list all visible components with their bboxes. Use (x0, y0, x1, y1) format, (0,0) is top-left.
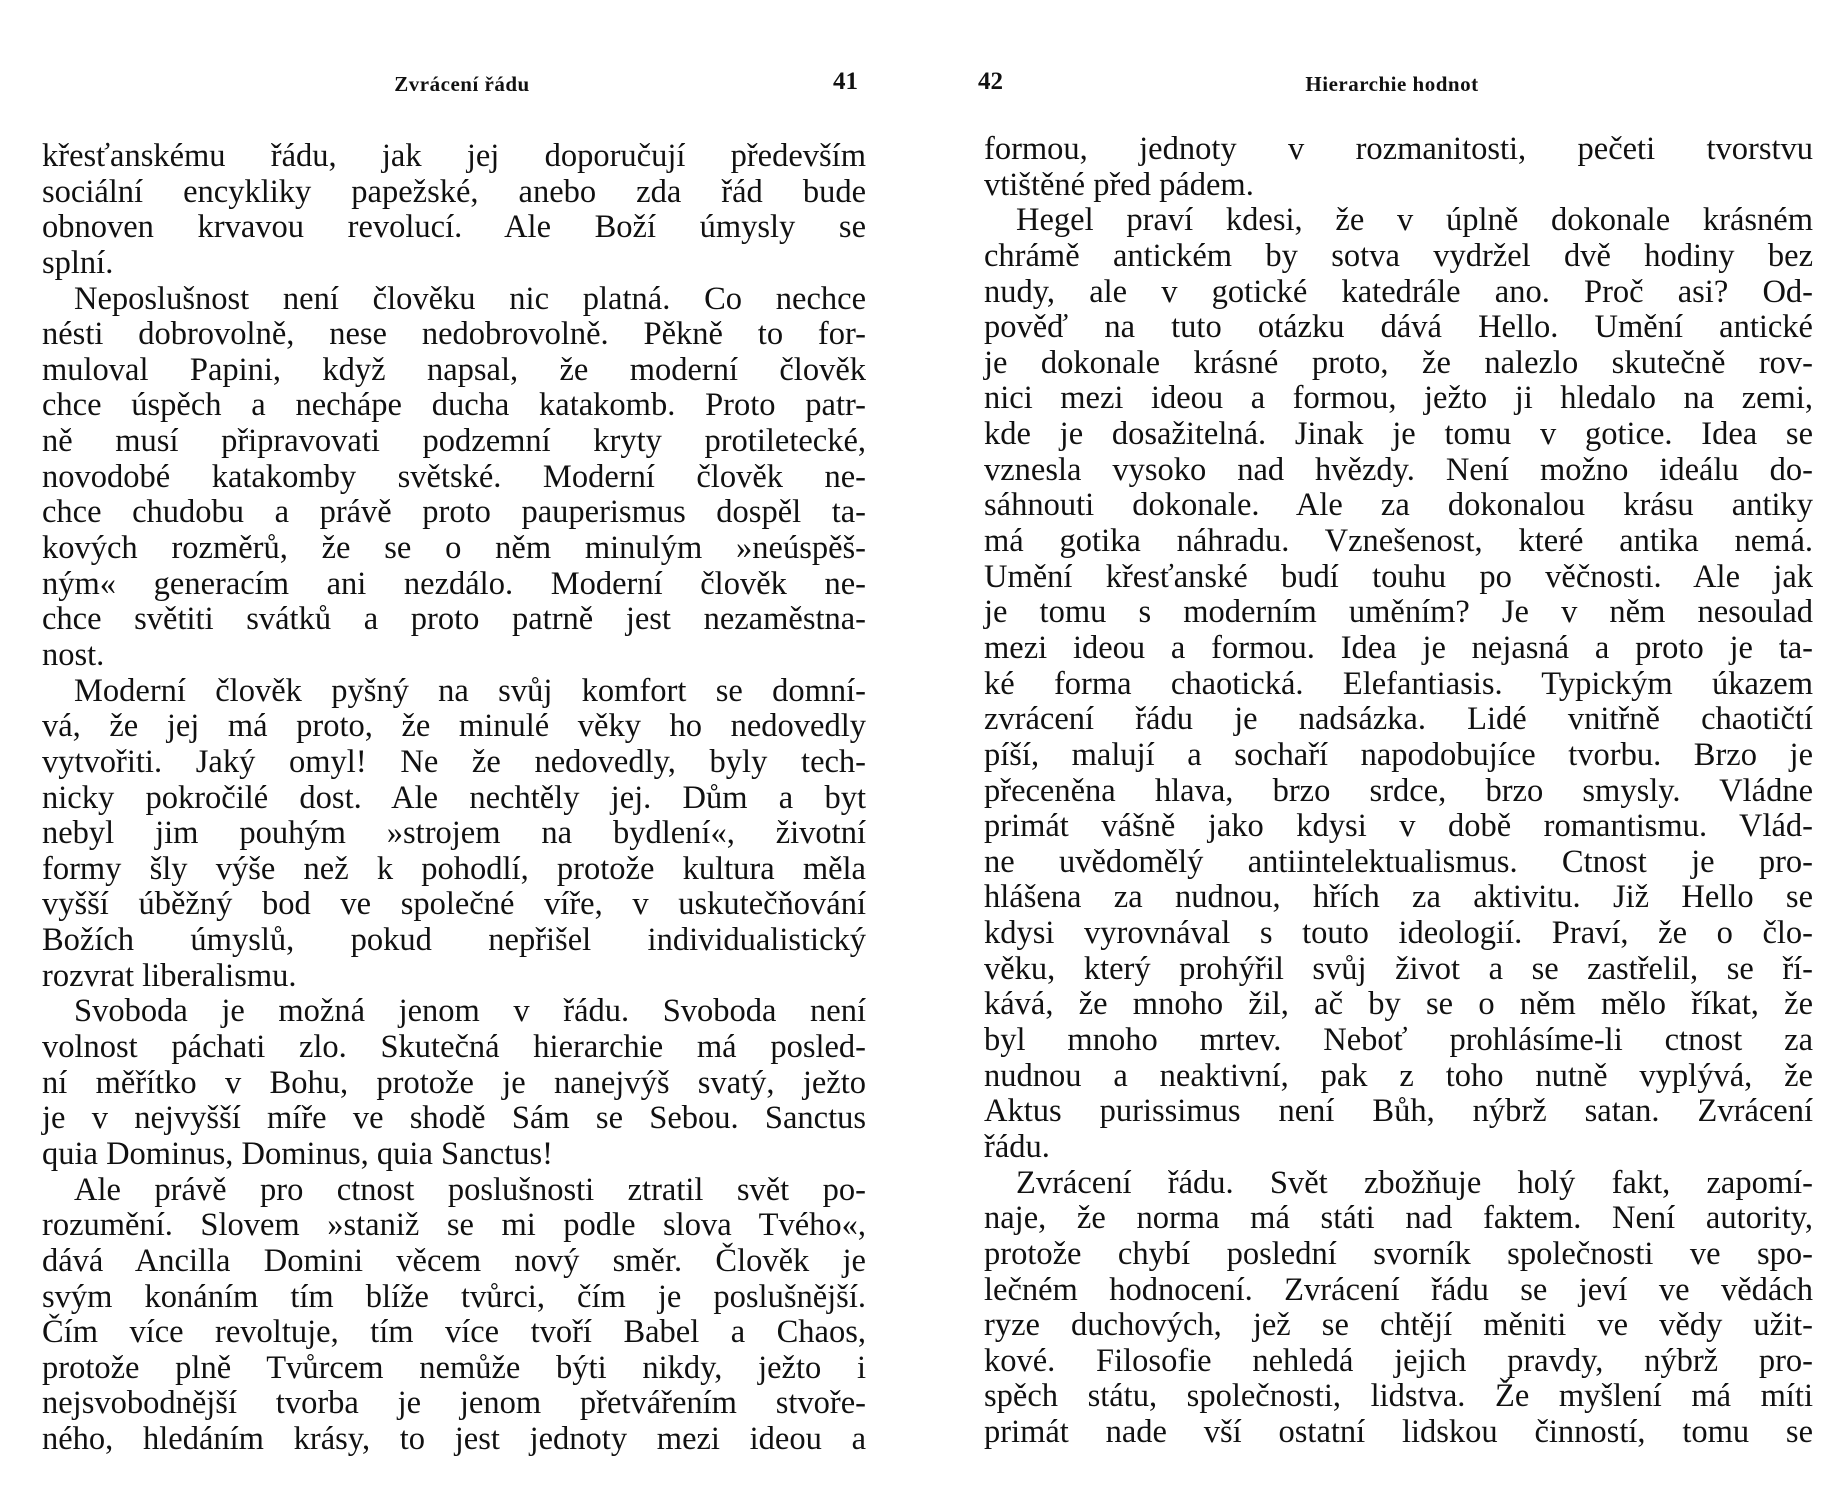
text-line: novodobé katakomby světské. Moderní člověk ne- (42, 458, 866, 495)
text-line: nebyl jim pouhým »strojem na bydlení«, životní (42, 815, 866, 852)
text-line: nésti dobrovolně, nese nedobrovolně. Pěkně to for- (42, 316, 866, 353)
text-line: Aktus purissimus není Bůh, nýbrž satan. Zvrácení (984, 1093, 1813, 1130)
text-line: rozvrat liberalismu. (42, 957, 297, 994)
paragraph (984, 1166, 1813, 1451)
text-line: kává, že mnoho žil, ač by se o něm mělo říkat, že (984, 986, 1813, 1023)
text-line: kových rozměrů, že se o něm minulým »neúspěš- (42, 530, 866, 567)
paragraph (42, 282, 866, 674)
text-line: kové. Filosofie nehledá jejich pravdy, nýbrž pro- (984, 1342, 1813, 1379)
text-line: je v nejvyšší míře ve shodě Sám se Sebou. Sanctus (42, 1100, 866, 1137)
text-line: formy šly výše než k pohodlí, protože kultura měla (42, 850, 866, 887)
paragraph (984, 132, 1813, 203)
text-line: primát vášně jako kdysi v době romantismu. Vlád- (984, 808, 1813, 845)
text-line: naje, že norma má státi nad faktem. Není autority, (984, 1200, 1813, 1237)
text-line: quia Dominus, Dominus, quia Sanctus! (42, 1135, 553, 1172)
text-line: ní měřítko v Bohu, protože je nanejvýš svatý, ježto (42, 1064, 866, 1101)
text-line: nudy, ale v gotické katedrále ano. Proč asi? Od- (984, 273, 1813, 310)
text-line: Umění křesťanské budí touhu po věčnosti. Ale jak (984, 558, 1813, 595)
text-line: rozumění. Slovem »staniž se mi podle slova Tvého«, (42, 1207, 866, 1244)
page-body-text (984, 132, 1813, 1451)
text-line: chce úspěch a nechápe ducha katakomb. Proto patr- (42, 387, 866, 424)
text-line: Svoboda je možná jenom v řádu. Svoboda není (74, 993, 866, 1030)
text-line: přeceněna hlava, brzo srdce, brzo smysly. Vládne (984, 772, 1813, 809)
text-line: píší, malují a sochaří napodobujíce tvorbu. Brzo je (984, 736, 1813, 773)
text-line: splní. (42, 244, 114, 281)
text-line: Neposlušnost není člověku nic platná. Co nechce (74, 280, 866, 317)
text-line: hlášena za nudnou, hřích za aktivitu. Již Hello se (984, 879, 1813, 916)
text-line: chce chudobu a právě proto pauperismus dospěl ta- (42, 494, 866, 531)
paragraph (42, 139, 866, 282)
text-line: muloval Papini, když napsal, že moderní člověk (42, 351, 866, 388)
text-line: nejsvobodnější tvorba je jenom přetvářením stvoře- (42, 1385, 866, 1422)
text-line: kdysi vyrovnával s touto ideologií. Praví, že o člo- (984, 915, 1813, 952)
text-line: Ale právě pro ctnost poslušnosti ztratil svět po- (74, 1171, 866, 1208)
text-line: Čím více revoltuje, tím více tvoří Babel a Chaos, (42, 1314, 866, 1351)
text-line: ně musí připravovati podzemní kryty protiletecké, (42, 423, 866, 460)
text-line: ké forma chaotická. Elefantiasis. Typickým úkazem (984, 665, 1813, 702)
text-line: Zvrácení řádu. Svět zbožňuje holý fakt, zapomí- (1016, 1164, 1813, 1201)
text-line: vyšší úběžný bod ve společné víře, v uskutečňování (42, 886, 866, 923)
text-line: primát nade vší ostatní lidskou činností, tomu se (984, 1414, 1813, 1451)
text-line: ryze duchových, jež se chtějí měniti ve vědy užit- (984, 1307, 1813, 1344)
text-line: nici mezi ideou a formou, ježto ji hledalo na zemi, (984, 380, 1813, 417)
text-line: pověď na tuto otázku dává Hello. Umění antické (984, 309, 1813, 346)
paragraph (42, 674, 866, 995)
text-line: Moderní člověk pyšný na svůj komfort se domní- (74, 672, 866, 709)
text-line: má gotika náhradu. Vznešenost, které antika nemá. (984, 523, 1813, 560)
text-line: vtištěné před pádem. (984, 166, 1254, 203)
page-number: 42 (978, 68, 1003, 95)
text-line: protože chybí poslední svorník společnosti ve spo- (984, 1235, 1813, 1272)
text-line: dává Ancilla Domini věcem nový směr. Člověk je (42, 1242, 866, 1279)
text-line: byl mnoho mrtev. Neboť prohlásíme-li ctnost za (984, 1022, 1813, 1059)
text-line: sociální encykliky papežské, anebo zda řád bude (42, 173, 866, 210)
text-line: volnost páchati zlo. Skutečná hierarchie má posled- (42, 1029, 866, 1066)
page-body-text (42, 139, 866, 1458)
text-line: ne uvědomělý antiintelektualismus. Ctnost je pro- (984, 843, 1813, 880)
text-line: věku, který prohýřil svůj život a se zastřelil, se ří- (984, 950, 1813, 987)
text-line: nost. (42, 636, 105, 673)
left-page (42, 0, 866, 1500)
text-line: zvrácení řádu je nadsázka. Lidé vnitřně chaotičtí (984, 701, 1813, 738)
text-line: chce světiti svátků a proto patrně jest nezaměstna- (42, 601, 866, 638)
text-line: vznesla vysoko nad hvězdy. Není možno ideálu do- (984, 451, 1813, 488)
paragraph (984, 203, 1813, 1165)
text-line: je dokonale krásné proto, že nalezlo skutečně rov- (984, 344, 1813, 381)
right-page (978, 0, 1813, 1500)
paragraph (42, 994, 866, 1172)
text-line: je tomu s moderním uměním? Je v něm nesoulad (984, 594, 1813, 631)
text-line: spěch státu, společnosti, lidstva. Že myšlení má míti (984, 1378, 1813, 1415)
text-line: formou, jednoty v rozmanitosti, pečeti tvorstvu (984, 131, 1813, 167)
text-line: nicky pokročilé dost. Ale nechtěly jej. Dům a byt (42, 779, 866, 816)
text-line: ným« generacím ani nezdálo. Moderní člověk ne- (42, 565, 866, 602)
text-line: kde je dosažitelná. Jinak je tomu v gotice. Idea se (984, 416, 1813, 453)
text-line: řádu. (984, 1128, 1050, 1165)
text-line: obnoven krvavou revolucí. Ale Boží úmysly se (42, 209, 866, 246)
text-line: křesťanskému řádu, jak jej doporučují především (42, 138, 866, 174)
text-line: Božích úmyslů, pokud nepřišel individualistický (42, 922, 866, 959)
text-line: vytvořiti. Jaký omyl! Ne že nedovedly, byly tech- (42, 743, 866, 780)
running-header-title: Zvrácení řádu (394, 72, 530, 96)
text-line: ného, hledáním krásy, to jest jednoty mezi ideou a (42, 1421, 866, 1458)
page-number: 41 (833, 68, 858, 95)
text-line: chrámě antickém by sotva vydržel dvě hodiny bez (984, 237, 1813, 274)
running-header-title: Hierarchie hodnot (1305, 72, 1479, 96)
text-line: protože plně Tvůrcem nemůže býti nikdy, ježto i (42, 1349, 866, 1386)
text-line: vá, že jej má proto, že minulé věky ho nedovedly (42, 708, 866, 745)
text-line: nudnou a neaktivní, pak z toho nutně vyplývá, že (984, 1057, 1813, 1094)
text-line: lečném hodnocení. Zvrácení řádu se jeví ve vědách (984, 1271, 1813, 1308)
text-line: svým konáním tím blíže tvůrci, čím je poslušnější. (42, 1278, 866, 1315)
text-line: Hegel praví kdesi, že v úplně dokonale krásném (1016, 202, 1813, 239)
text-line: sáhnouti dokonale. Ale za dokonalou krásu antiky (984, 487, 1813, 524)
text-line: mezi ideou a formou. Idea je nejasná a proto je ta- (984, 629, 1813, 666)
paragraph (42, 1173, 866, 1458)
